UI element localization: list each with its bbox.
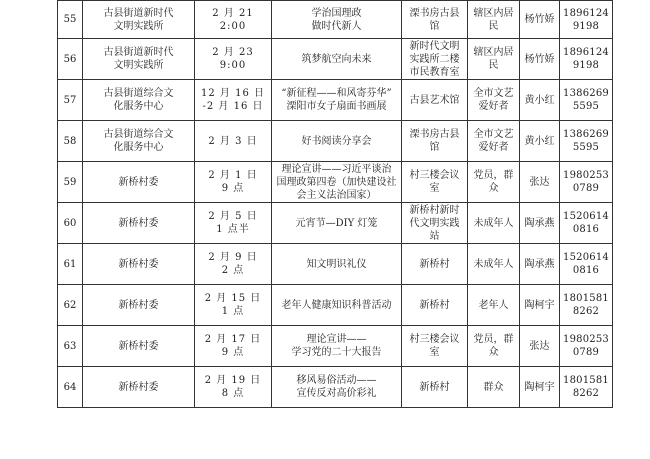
activity-title-line: 学习党的二十大报告 [291,347,382,358]
contact-person-text: 张达 [529,176,550,188]
venue-cell [402,1,468,39]
time-line: 9 点 [221,347,245,358]
contact-person-cell [520,80,560,121]
time-cell [195,203,272,244]
organizer-cell [83,39,195,80]
phone-cell [560,244,613,285]
time-line: 2 月 9 日 [208,252,258,263]
row-number-text: 59 [63,176,77,188]
time-line: 2 月 23 [212,47,254,58]
audience-line: 群众 [483,381,504,393]
organizer-cell [83,244,195,285]
row-number-text: 60 [63,217,77,229]
contact-person-cell [520,39,560,80]
activity-title-line: 老年人健康知识科普活动 [281,299,392,311]
organizer-cell [83,162,195,203]
activity-title-line: 做时代新人 [311,20,362,32]
activity-title-line: 筑梦航空向未来 [301,53,372,65]
audience-line: 未成年人 [473,258,514,270]
time-line: 1 点 [221,306,245,317]
contact-person-text: 杨竹娇 [524,14,555,25]
phone-cell [560,326,613,367]
venue-line: 溧书房古县 [409,7,460,19]
activity-schedule-table [57,0,613,408]
row-number-cell [58,367,83,408]
row-number-text: 56 [63,53,77,65]
phone-cell [560,285,613,326]
time-line: -2 月 16 日 [202,101,264,112]
phone-cell [560,121,613,162]
audience-cell [468,326,520,367]
contact-person-text: 陶柯宇 [524,299,555,311]
phone-cell [560,39,613,80]
organizer-line: 化服务中心 [113,101,164,112]
row-number-cell [58,162,83,203]
organizer-line: 新桥村委 [118,381,159,393]
venue-line: 村三楼会议 [409,170,460,181]
organizer-cell [83,326,195,367]
organizer-line: 新桥村委 [118,176,159,188]
activity-title-line: 理论宣讲——习近平谈治 [281,163,392,175]
audience-cell [468,80,520,121]
venue-cell [402,162,468,203]
contact-person-text: 黄小红 [524,135,555,147]
activity-title-cell [272,1,402,39]
row-number-cell [58,121,83,162]
contact-person-text: 陶柯宇 [524,381,555,393]
activity-title-line: 溧阳市女子扇面书画展 [286,101,387,112]
row-number-cell [58,1,83,39]
organizer-line: 古县街道新时代 [103,47,174,58]
venue-line: 站 [429,230,440,242]
venue-line: 室 [429,347,440,358]
time-line: 2 月 21 [212,7,254,19]
row-number-cell [58,285,83,326]
activity-title-line: “新征程——和风寄芬华” [281,88,392,99]
time-cell [195,80,272,121]
table-row [58,285,613,326]
time-line: 2 月 19 日 [204,375,262,386]
activity-title-line: 元宵节—DIY 灯笼 [295,217,378,229]
audience-line: 众 [488,183,499,194]
venue-line: 实践所二楼 [409,53,460,65]
venue-line: 新时代文明 [409,40,460,52]
activity-title-cell [272,367,402,408]
organizer-cell [83,121,195,162]
venue-cell [402,285,468,326]
row-number-cell [58,244,83,285]
table-body [58,1,613,408]
audience-line: 众 [488,347,499,358]
venue-line: 馆 [429,142,440,153]
time-cell [195,326,272,367]
row-number-cell [58,39,83,80]
contact-person-text: 张达 [529,340,550,352]
activity-title-cell [272,121,402,162]
time-line: 12 月 16 日 [201,88,265,99]
organizer-line: 文明实践所 [113,60,164,71]
row-number-text: 58 [63,135,77,147]
organizer-cell [83,80,195,121]
audience-cell [468,244,520,285]
organizer-line: 文明实践所 [113,20,164,32]
time-cell [195,1,272,39]
venue-cell [402,244,468,285]
organizer-line: 新桥村委 [118,299,159,311]
venue-line: 村三楼会议 [409,334,460,345]
audience-cell [468,1,520,39]
contact-person-cell [520,1,560,39]
activity-title-line: 知文明识礼仪 [306,258,367,270]
table-row [58,326,613,367]
time-line: 2 月 5 日 [208,211,258,222]
row-number-text: 64 [63,381,77,393]
activity-title-line: 好书阅读分享会 [301,135,372,147]
venue-line: 新桥村 [419,299,450,311]
time-line: 2 月 15 日 [204,293,262,304]
organizer-cell [83,367,195,408]
activity-title-cell [272,244,402,285]
venue-cell [402,39,468,80]
row-number-text: 62 [63,299,77,311]
venue-cell [402,326,468,367]
venue-line: 新桥村 [419,258,450,270]
activity-title-line: 国理政第四卷（加快建设社 [276,176,397,188]
phone-text: 19802530789 [563,334,609,358]
venue-line: 古县艺术馆 [409,94,460,106]
contact-person-text: 陶承燕 [524,258,555,270]
organizer-line: 古县街道综合文 [103,129,174,140]
organizer-cell [83,1,195,39]
activity-title-line: 宣传反对高价彩礼 [296,388,377,399]
organizer-line: 新桥村委 [118,340,159,352]
audience-cell [468,285,520,326]
venue-cell [402,203,468,244]
row-number-text: 63 [63,340,77,352]
audience-line: 民 [488,20,499,32]
phone-cell [560,162,613,203]
time-cell [195,285,272,326]
contact-person-cell [520,326,560,367]
contact-person-text: 黄小红 [524,94,555,106]
phone-text: 13862695595 [563,88,609,112]
time-line: 2 点 [221,265,245,276]
organizer-line: 新桥村委 [118,258,159,270]
audience-line: 全市文艺 [473,129,514,140]
row-number-cell [58,203,83,244]
activity-title-line: 学治国理政 [311,7,362,19]
time-cell [195,244,272,285]
phone-text: 15206140816 [563,252,609,276]
activity-title-line: 移风易俗活动—— [296,375,377,386]
activity-title-cell [272,162,402,203]
audience-cell [468,39,520,80]
audience-cell [468,203,520,244]
audience-line: 爱好者 [478,142,509,153]
time-line: 8 点 [221,388,245,399]
venue-cell [402,121,468,162]
time-line: 2 月 1 日 [208,170,258,181]
organizer-line: 古县街道新时代 [103,7,174,19]
audience-cell [468,121,520,162]
venue-line: 馆 [429,20,440,32]
phone-cell [560,1,613,39]
activity-title-cell [272,285,402,326]
time-line: 2:00 [219,20,247,32]
phone-cell [560,80,613,121]
contact-person-text: 陶承燕 [524,217,555,229]
row-number-cell [58,80,83,121]
phone-cell [560,203,613,244]
row-number-cell [58,326,83,367]
time-line: 9:00 [219,60,247,71]
time-cell [195,162,272,203]
contact-person-cell [520,162,560,203]
contact-person-cell [520,367,560,408]
audience-line: 辖区内居 [473,47,514,58]
audience-line: 民 [488,60,499,71]
audience-line: 党员，群 [473,170,514,181]
venue-cell [402,80,468,121]
organizer-cell [83,203,195,244]
venue-cell [402,367,468,408]
table-row [58,1,613,39]
audience-cell [468,367,520,408]
phone-text: 19802530789 [563,170,609,194]
time-line: 9 点 [221,183,245,194]
activity-title-line: 会主义法治国家） [296,189,377,201]
venue-line: 代文明实践 [409,217,460,229]
contact-person-text: 杨竹娇 [524,53,555,65]
organizer-cell [83,285,195,326]
audience-line: 老年人 [478,299,509,311]
phone-cell [560,367,613,408]
phone-text: 18961249198 [563,47,609,71]
audience-cell [468,162,520,203]
table-row [58,39,613,80]
table-row [58,80,613,121]
table-row [58,162,613,203]
organizer-line: 古县街道综合文 [103,88,174,99]
venue-line: 室 [429,183,440,194]
row-number-text: 61 [63,258,77,270]
organizer-line: 新桥村委 [118,217,159,229]
time-cell [195,39,272,80]
contact-person-cell [520,121,560,162]
table-row [58,121,613,162]
organizer-line: 化服务中心 [113,142,164,153]
row-number-text: 57 [63,94,77,106]
table-row [58,244,613,285]
contact-person-cell [520,244,560,285]
venue-line: 新桥村 [419,381,450,393]
phone-text: 13862695595 [563,129,609,153]
time-cell [195,121,272,162]
activity-title-cell [272,80,402,121]
audience-line: 党员，群 [473,334,514,345]
table-row [58,367,613,408]
time-line: 1 点半 [216,224,250,235]
activity-title-cell [272,326,402,367]
venue-line: 市民教育室 [409,66,460,78]
time-line: 2 月 17 日 [204,334,262,345]
activity-title-cell [272,203,402,244]
phone-text: 18015818262 [563,293,609,317]
time-line: 2 月 3 日 [208,135,258,147]
venue-line: 新桥村新时 [409,204,460,216]
phone-text: 18961249198 [563,7,609,32]
row-number-text: 55 [63,14,77,25]
activity-title-cell [272,39,402,80]
activity-title-line: 理论宣讲—— [306,334,367,345]
audience-line: 全市文艺 [473,88,514,99]
audience-line: 辖区内居 [473,7,514,19]
venue-line: 溧书房古县 [409,129,460,140]
phone-text: 18015818262 [563,375,609,399]
table-row [58,203,613,244]
contact-person-cell [520,203,560,244]
audience-line: 未成年人 [473,217,514,229]
audience-line: 爱好者 [478,101,509,112]
time-cell [195,367,272,408]
contact-person-cell [520,285,560,326]
phone-text: 15206140816 [563,211,609,235]
